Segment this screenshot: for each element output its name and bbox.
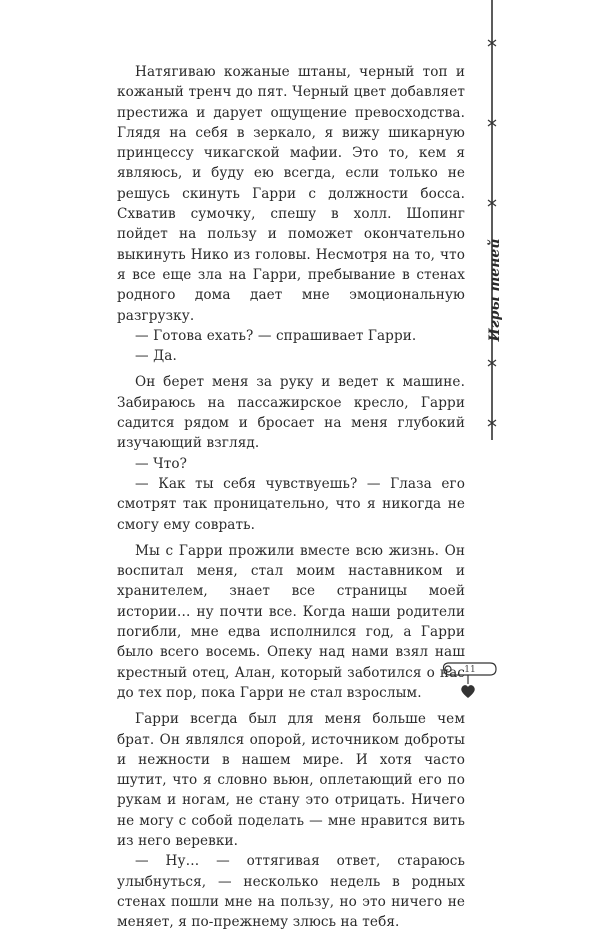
paragraph: Мы с Гарри прожили вместе всю жизнь. Он воспитал меня, стал моим наставником и хранителем, знает все страницы моей истории… ну почти все. Когда наши родители погибли, мне едва исполнился год, а Гарри было всего восемь. Опеку над нами взял наш крестный отец, Алан, который заботился о нас до тех пор, пока Гарри не стал взрослым. [117,542,465,701]
running-title [470,240,520,340]
paragraph: Гарри всегда был для меня больше чем брат. Он являлся опорой, источником доброты и нежности в нашем мире. И хотя часто шутит, что я словно вьюн, оплетающий его по рукам и ногам, не стану это отрицать. Ничего не могу с собой поделать — мне нравится вить из него веревки. [117,711,465,849]
paragraph: Он берет меня за руку и ведет к машине. Забираюсь на пассажирское кресло, Гарри садится рядом и бросает на меня глубокий изучающий взгляд. [117,374,465,452]
running-title-text: Игры теней [487,238,503,342]
paragraph: — Ну… — оттягивая ответ, стараюсь улыбнуться, — несколько недель в родных стенах пошли мне на пользу, но это ничего не меняет, я по-прежнему злюсь на тебя. [117,853,465,931]
paragraph: — Готова ехать? — спрашивает Гарри. [135,327,417,344]
safety-pin-heart-icon [440,650,500,710]
paragraph: — Что? [135,455,188,472]
page-number: 11 [464,665,476,675]
paragraph: — Как ты себя чувствуешь? — Глаза его смотрят так проницательно, что я никогда не смогу ему соврать. [117,475,465,533]
body-text [117,62,465,932]
paragraph: — Да. [135,348,177,365]
paragraph: Натягиваю кожаные штаны, черный топ и кожаный тренч до пят. Черный цвет добавляет престижа и дарует ощущение превосходства. Глядя на себя в зеркало, я вижу шикарную принцессу чикагской мафии. Это то, кем я являюсь, и буду ею всегда, если только не решусь скинуть Гарри с должности босса. Схватив сумочку, спешу в холл. Шопинг пойдет на пользу и поможет окончательно выкинуть Нико из головы. Несмотря на то, что я все еще зла на Гарри, пребывание в стенах родного дома дает мне эмоциональную разгрузку. [117,64,465,324]
barbed-wire-ornament [487,0,497,440]
